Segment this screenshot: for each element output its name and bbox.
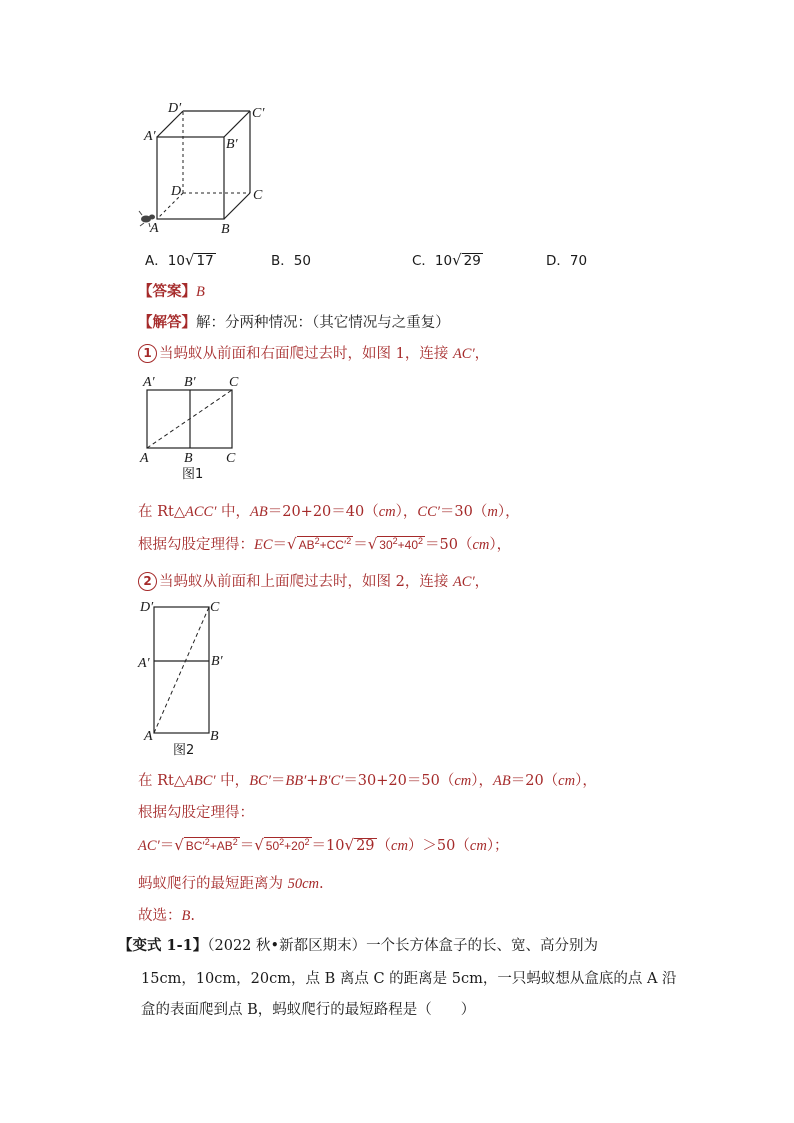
ac-paren: （ [376,838,392,854]
label-Bp: B′ [226,137,238,152]
answer-value: B [196,284,205,300]
case1-ac: AC′ [452,346,475,362]
rt1-eq1: ＝20+20＝40（ [267,504,379,520]
analysis-text: 解：分两种情况：（其它情况与之重复） [196,315,450,331]
py1-ec: EC [254,537,273,553]
case2-tail: ， [474,574,490,590]
choose-dot: . [190,908,195,924]
rt1-m: m [487,504,498,520]
analysis-line [138,311,450,332]
rt-line-2 [138,769,597,790]
label-A: A [150,221,159,236]
rt1-cc: CC′ [417,504,440,520]
fig2-label-Bp: B′ [211,654,223,669]
py1-eq: ＝ [272,537,288,553]
rt2-cm1: cm [454,773,472,789]
shortest-text: 蚂蚁爬行的最短距离为 [138,876,288,892]
case1-tail: ， [474,346,490,362]
rt2-bb: BB′ [285,773,307,789]
option-d: D．70 [546,253,588,269]
fig2-diagonal [154,607,209,733]
rt2-ab: AB [493,773,511,789]
fig2-label-Dp: D′ [140,600,154,615]
rt1-eq2: ＝30（ [439,504,488,520]
fig2-label-Ct: C [210,600,220,615]
option-a-label: A．10 [145,253,185,269]
rt1-cm1: cm [378,504,396,520]
rt-line-1 [138,500,520,521]
ac-radicand-1: $BC'^2+AB^2$ [185,837,238,853]
fig1-label-Ap: A′ [143,375,155,390]
ac-eq: ＝ [159,838,175,854]
case1-text: 当蚂蚁从前面和右面爬过去时，如图 1，连接 [159,346,453,362]
option-c: C．10√ 29 [412,251,481,269]
answer-tag: 【答案】 [138,283,196,300]
py1-cm: cm [472,537,490,553]
option-c-radicand: 29 [463,253,481,269]
fig2-caption: 图2 [173,743,195,758]
case2-text: 当蚂蚁从前面和上面爬过去时，如图 2，连接 [159,574,453,590]
variant-line-1 [118,934,598,955]
rt2-eq1: ＝ [270,773,286,789]
py1-eq2: ＝ [353,537,368,553]
fig1-label-B: B [184,451,193,466]
rt1-mid: 中， [216,504,250,520]
front-face [157,137,224,219]
ac-cm2: cm [469,838,487,854]
py1-radicand-2: $30^2+40^2$ [379,536,424,552]
py2-text: 根据勾股定理得： [138,805,254,821]
rt2-abc: ABC′ [185,773,216,789]
fig1-caption: 图1 [182,467,204,482]
fig2-rect [154,607,209,733]
option-a: A．10√ 17 [145,251,214,269]
rt1-acc: ACC′ [185,504,217,520]
rt1-close1: ）， [395,504,418,520]
rt2-eq2: ＝20（ [510,773,559,789]
case1-number: 1 [138,344,157,363]
ac-line: AC′＝√ $BC'^2+AB^2$ ＝√ $50^2+20^2 =10√$ 29 （cm）＞50（cm）； [138,836,509,854]
label-Ap: A′ [144,129,156,144]
fig1-label-Ct: C [229,375,239,390]
choose-value: B [181,908,191,924]
rt2-pre: 在 Rt△ [138,773,186,789]
rt2-cm2: cm [558,773,576,789]
answer-line [138,280,205,301]
label-Cp: C′ [252,106,265,121]
py1-radicand-1: $AB^2+CC'^2$ [298,536,352,552]
rt1-ab: AB [250,504,268,520]
fig2-label-B: B [210,729,219,744]
shortest-value: 50cm [287,876,320,892]
cube-figure [130,95,280,240]
rt2-close2: ）， [575,773,597,789]
edge-BpCp [224,111,250,137]
ac-gt: ）＞50（ [407,838,470,854]
ac-lhs: AC′ [138,838,160,854]
py1-pre: 根据勾股定理得： [138,537,254,553]
ac-radicand-3: 29 [356,838,375,854]
fig1-label-A: A [140,451,149,466]
variant-text-1: （2022 秋•新都区期末）一个长方体盒子的长、宽、高分别为 [207,938,599,954]
option-b: B．50 [271,253,311,269]
label-D: D [171,184,182,199]
rt2-bpc: B′C′ [318,773,344,789]
edge-BC [224,193,250,219]
variant-tag: 【变式 1-1】 [118,937,208,954]
py1-result: ＝50（ [425,537,473,553]
pythagoras-line-2 [138,801,254,822]
analysis-tag: 【解答】 [138,314,196,331]
ac-eq2: ＝ [239,838,255,854]
case2-ac: AC′ [452,574,475,590]
variant-line-3: 盒的表面爬到点 B，蚂蚁爬行的最短路程是（ ） [141,1002,476,1018]
fig2-label-Ap: A′ [138,656,150,671]
ac-close: ）； [486,838,509,854]
pythagoras-line-1: 根据勾股定理得：EC＝√ $AB^2+CC'^2$ ＝√ $30^2+40^2 =50(cm)$， [138,535,512,553]
rt1-pre: 在 Rt△ [138,504,186,520]
label-B: B [221,222,230,237]
rt2-bc: BC′ [249,773,271,789]
shortest-dot: . [319,876,324,892]
fig2-label-A: A [144,729,153,744]
option-a-radicand: 17 [196,253,214,269]
choose-line [138,904,195,925]
choose-text: 故选： [138,908,182,924]
case1-line [138,342,489,363]
ac-radicand-2: $50^2+20^2$ [265,837,310,853]
ac-result: ＝10 [311,838,345,854]
fig1-label-Bp: B′ [184,375,196,390]
figure-1 [134,372,254,482]
rt2-mid: 中， [215,773,250,789]
label-Dp: D′ [168,101,182,116]
rt2-plus: + [306,773,319,789]
variant-line-2: 15cm，10cm，20cm，点 B 离点 C 的距离是 5cm，一只蚂蚁想从盒底的点 A 沿 [141,971,677,987]
label-C: C [253,188,263,203]
case2-number: 2 [138,572,157,591]
option-c-label: C．10 [412,253,453,269]
case2-line [138,570,489,591]
rt1-close2: ）， [497,504,520,520]
figure-2 [134,595,244,760]
rt2-eq1b: ＝30+20＝50（ [343,773,455,789]
fig1-label-C: C [226,451,236,466]
ac-cm: cm [391,838,408,854]
shortest-line [138,872,324,893]
py1-close: ）， [489,537,512,553]
rt2-close1: ）， [471,773,493,789]
